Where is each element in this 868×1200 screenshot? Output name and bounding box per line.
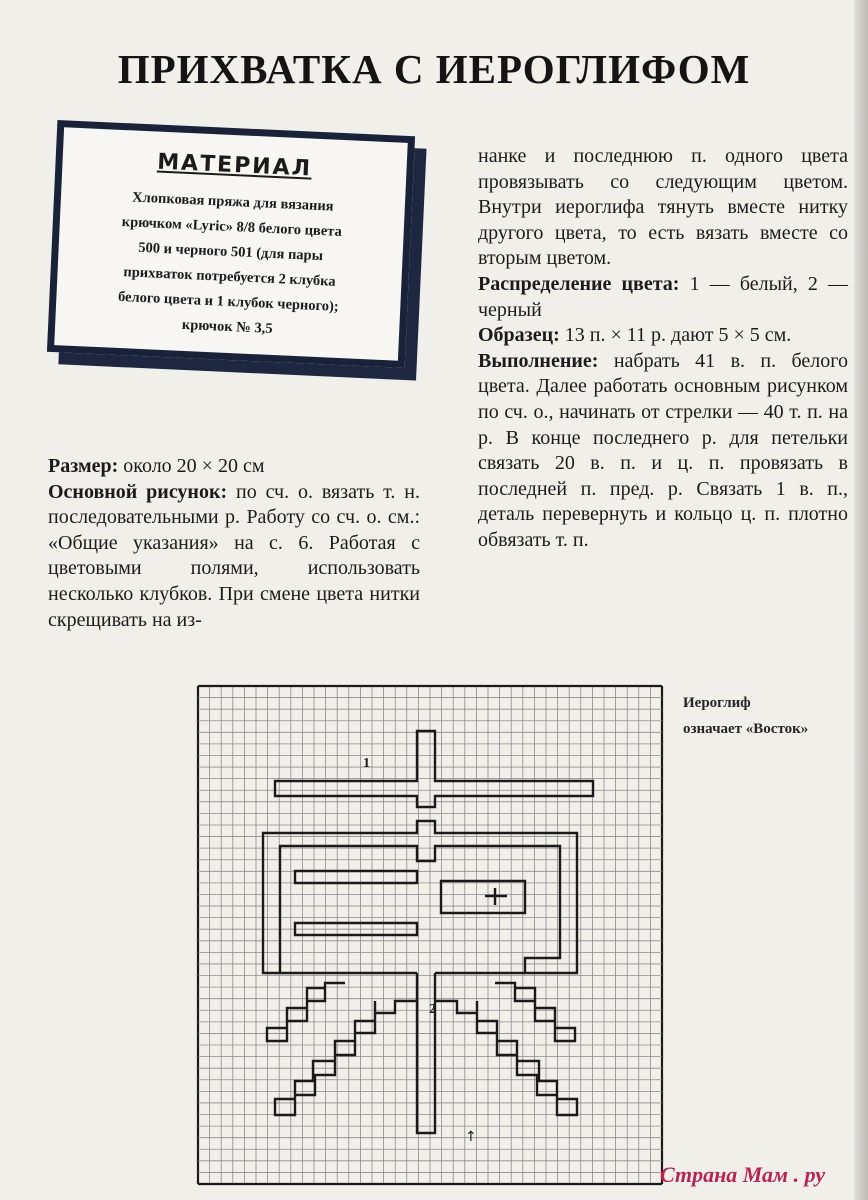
sample-text: 13 п. × 11 р. дают 5 × 5 см. <box>559 324 792 347</box>
grid-lines <box>198 686 662 1184</box>
material-text <box>65 183 395 348</box>
sample-paragraph <box>478 323 848 349</box>
sample-label: Образец: <box>478 324 560 347</box>
chart-label-1: 1 <box>363 756 370 771</box>
work-text: набрать 41 в. п. белого цвета. Далее работать основным рисунком по сч. о., начинать от стрелки — 40 т. п. на р. В конце последнего р. для петельки связать 20 в. п. и ц. п. провязать в последней п. пред. р. Связать 1 в. п., деталь перевернуть и кольцо ц. п. плотно обвязать т. п. <box>478 349 848 551</box>
material-box <box>47 120 415 368</box>
page-title: ПРИХВАТКА С ИЕРОГЛИФОМ <box>117 46 751 93</box>
left-column <box>48 454 420 633</box>
material-heading: МАТЕРИАЛ <box>156 149 313 182</box>
knitting-chart <box>195 683 665 1187</box>
chart-grid-svg <box>195 683 665 1187</box>
glyph-center-stem <box>417 973 435 1133</box>
right-column <box>478 144 848 554</box>
material-line: белого цвета и 1 клубок черного); <box>117 288 340 315</box>
glyph-right-wing <box>495 983 575 1041</box>
color-paragraph <box>478 272 848 323</box>
size-text: около 20 × 20 см <box>118 455 265 477</box>
glyph-left-stroke <box>275 1001 417 1115</box>
glyph-upper-frame <box>263 821 577 973</box>
hieroglyph-outline <box>263 731 593 1133</box>
material-line: прихваток потребуется 2 клубка <box>123 264 336 290</box>
color-label: Распределение цвета: <box>478 272 680 295</box>
page-binding-edge <box>854 0 868 1200</box>
pattern-text: по сч. о. вязать т. н. последовательными р. Работу со сч. о. см.: «Общие указания» на с. 6. Работая с цветовыми полями, использовать несколько клубков. При смене цвета нитки скрещивать на из- <box>48 480 420 631</box>
side-note <box>683 690 808 742</box>
size-label: Размер: <box>48 455 119 477</box>
side-note-line: Иероглиф <box>683 695 751 711</box>
size-paragraph <box>48 454 420 480</box>
glyph-top-bar <box>275 731 593 807</box>
color-text: 1 — белый, 2 — черный <box>478 272 848 321</box>
continuation-paragraph: нанке и последнюю п. одного цвета провязывать со следующим цветом. Внутри иероглифа тянуть вместе нитку другого цвета, то есть вязать вместе со вторым цветом. <box>478 145 848 270</box>
work-paragraph <box>478 349 848 554</box>
material-line: 500 и черного 501 (для пары <box>137 239 324 265</box>
material-line: Хлопковая пряжа для вязания <box>131 189 334 215</box>
pattern-label: Основной рисунок: <box>48 480 228 503</box>
glyph-inner-bar-1 <box>295 871 417 883</box>
material-line: крючком «Lyric» 8/8 белого цвета <box>121 214 343 241</box>
chart-label-2: 2 <box>429 1002 436 1017</box>
start-arrow-icon: ↑ <box>465 1129 477 1145</box>
side-note-line: означает «Восток» <box>683 721 809 737</box>
work-label: Выполнение: <box>478 349 599 372</box>
glyph-left-wing <box>267 983 345 1041</box>
watermark: Страна Мам . ру <box>660 1162 826 1187</box>
pattern-paragraph <box>48 480 420 634</box>
material-line: крючок № 3,5 <box>181 316 273 337</box>
